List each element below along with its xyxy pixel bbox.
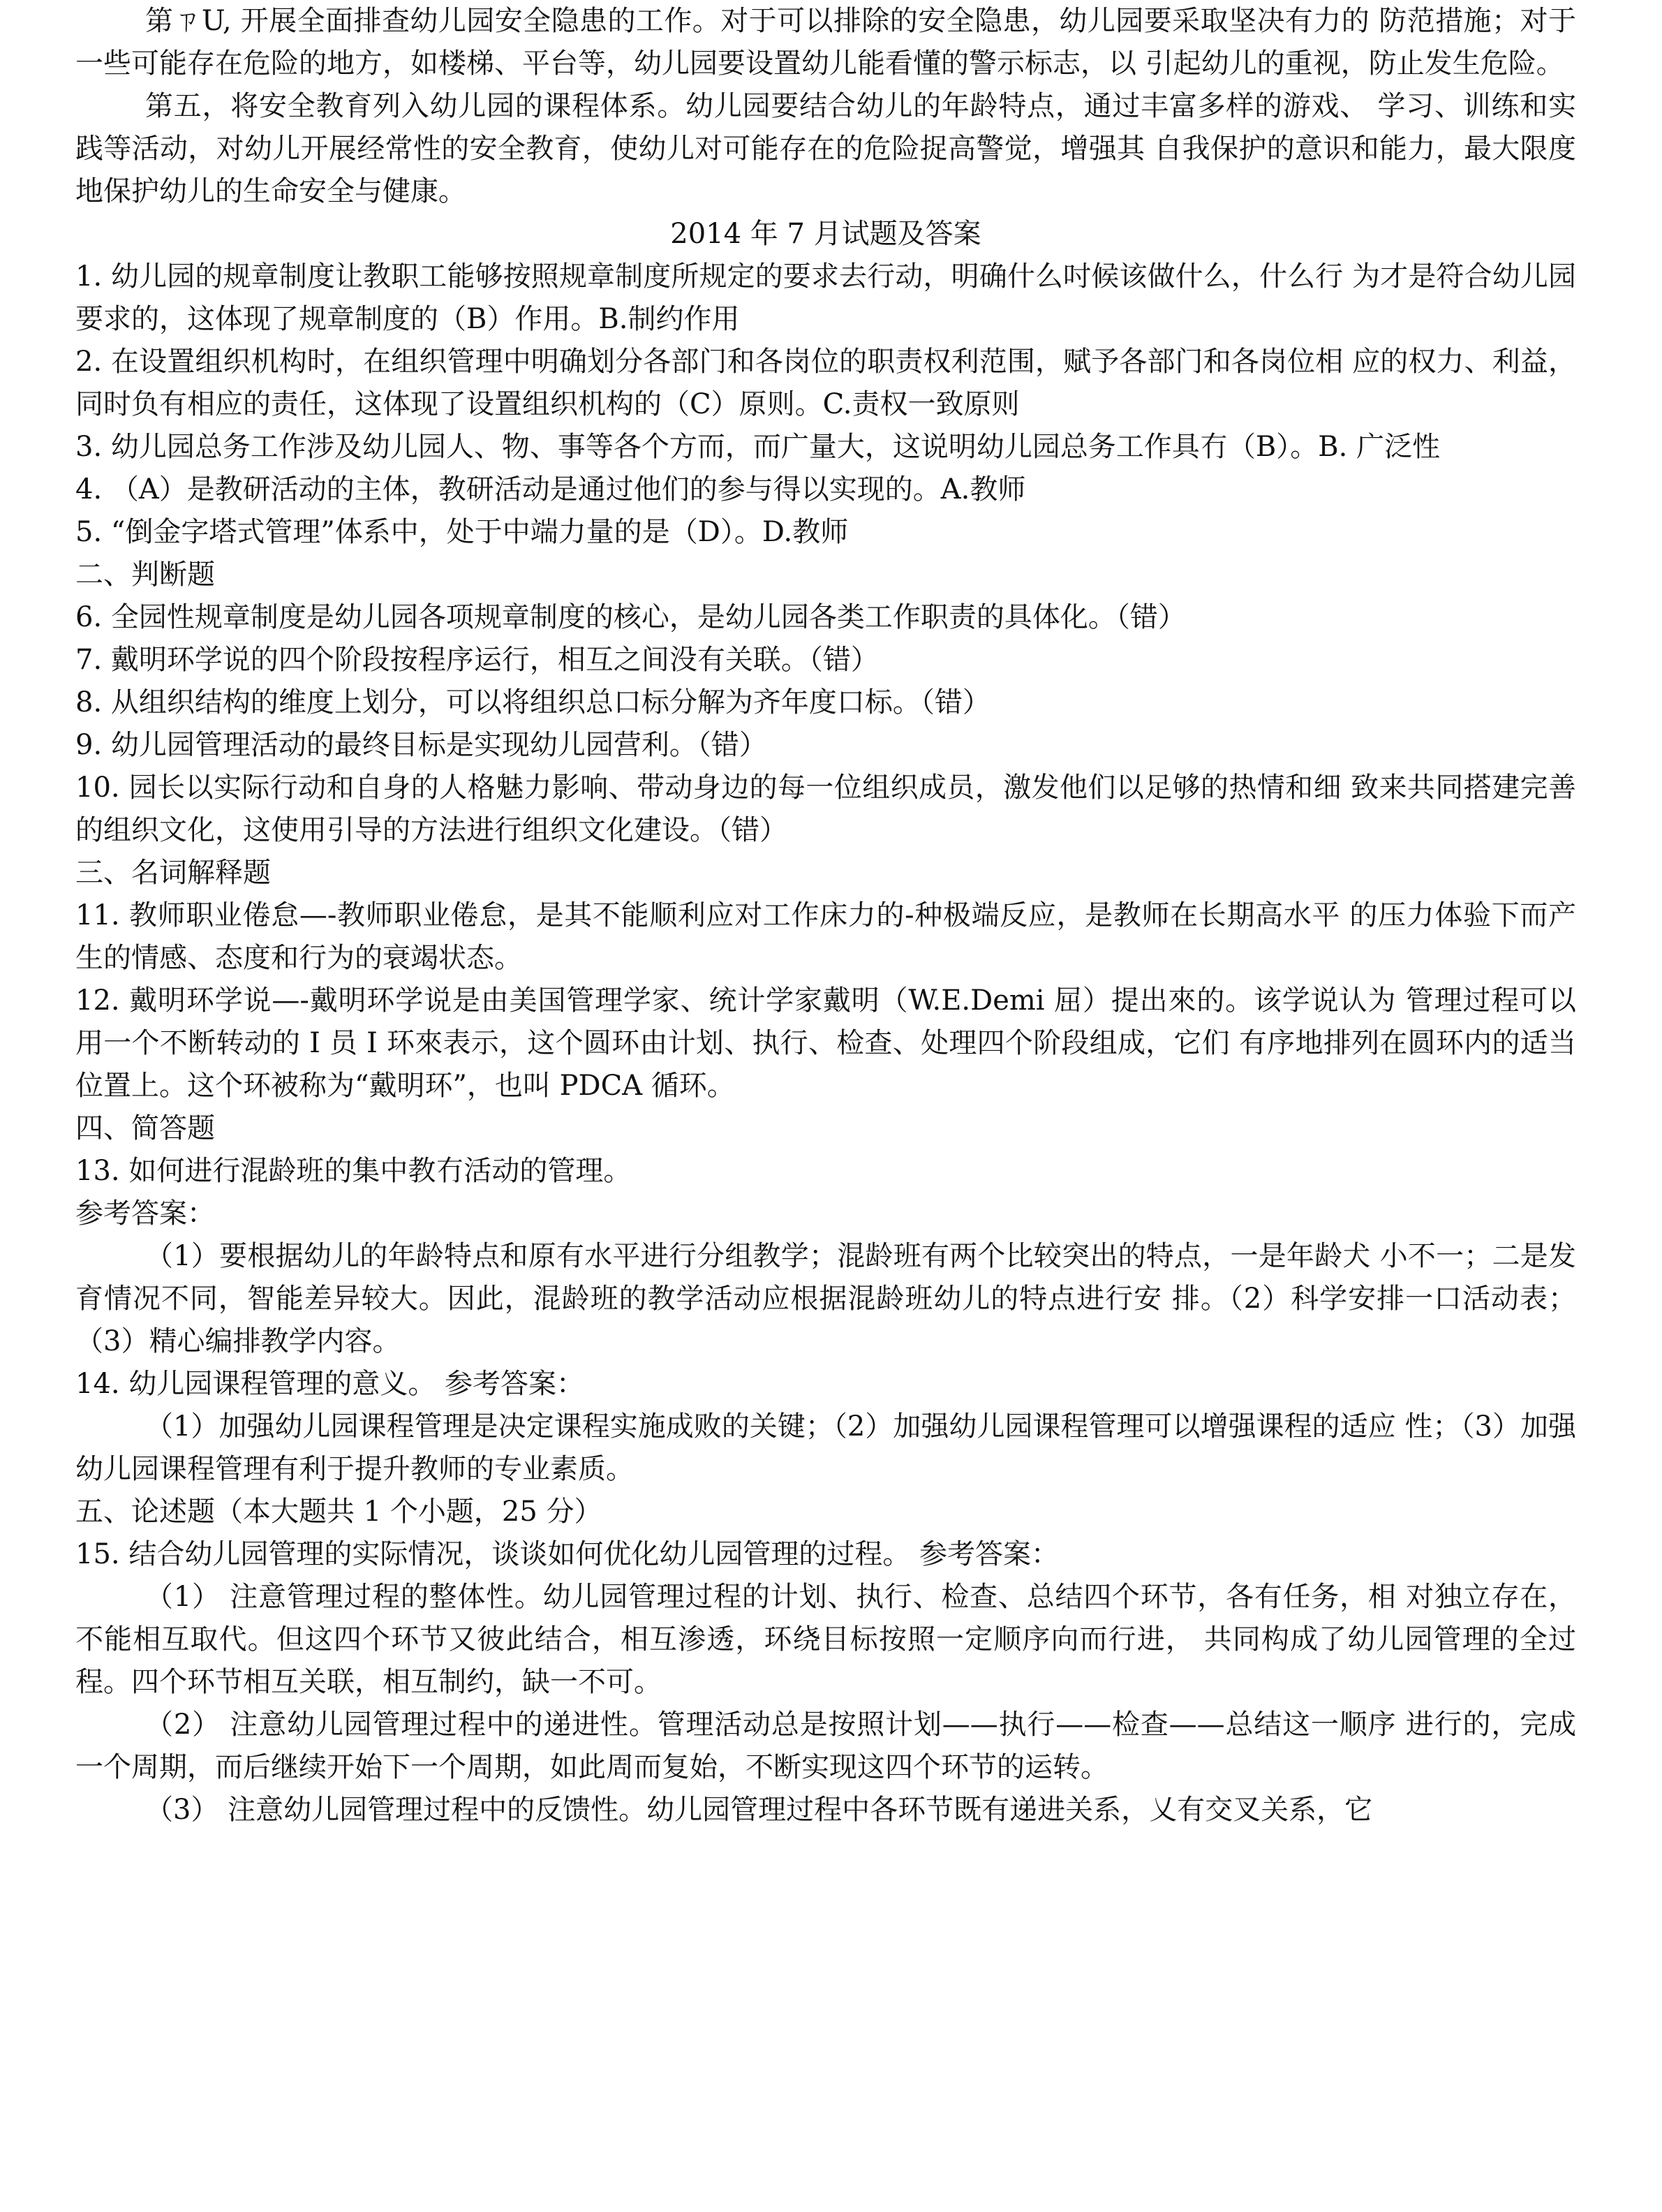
question-5: 5. “倒金字塔式管理”体系中，处于中端力量的是（D）。D.教师 (75, 516, 849, 548)
answer-15-part-2: （2） 注意幼儿园管理过程中的递进性。管理活动总是按照计划——执行——检查——总结这一顺序 进行的，完成一个周期，而后继续开始下一个周期，如此周而复始，不断实现这四个环节的运转。 (75, 1709, 1576, 1783)
heading-terms: 三、名词解释题 (75, 857, 271, 889)
answer-15-part-3: （3） 注意幼儿园管理过程中的反馈性。幼儿园管理过程中各环节既有递进关系，乂有交叉关系，它 (145, 1794, 1373, 1826)
question-14: 14. 幼儿园课程管理的意义。 参考答案： (75, 1368, 585, 1400)
paragraph-safety-four: 第ㄗU, 开展全面排查幼儿园安全隐患的工作。对于可以排除的安全隐患，幼儿园要采取坚决有力的 防范措施；对于一些可能存在危险的地方，如楼梯、平台等，幼儿园要设置幼儿能看懂的警示标志，以 引起幼儿的重视，防止发生危险。 (75, 5, 1576, 80)
question-13: 13. 如何进行混龄班的集中教冇活动的管理。 (75, 1155, 632, 1187)
question-10: 10. 园长以实际行动和自身的人格魅力影响、带动身边的每一位组织成员，激发他们以足够的热情和细 致来共同搭建完善的组织文化，这使用引导的方法进行组织文化建设。（错） (75, 772, 1576, 846)
question-8: 8. 从组织结构的维度上划分，可以将组织总口标分解为齐年度口标。（错） (75, 686, 990, 718)
question-11: 11. 教师职业倦怠—-教师职业倦怠，是其不能顺利应对工作床力的-种极端反应，是教师在长期高水平 的压力体验下而产生的情感、态度和行为的衰竭状态。 (75, 899, 1576, 974)
heading-essay: 五、论述题（本大题共 1 个小题，25 分） (75, 1496, 602, 1528)
paragraph-safety-five: 第五，将安全教育列入幼儿园的课程体系。幼儿园要结合幼儿的年龄特点，通过丰富多样的游戏、 学习、训练和实践等活动，对幼儿开展经常性的安全教育，使幼儿对可能存在的危险捉高警觉，增强其 自我保护的意识和能力，最大限度地保护幼儿的生命安全与健康。 (75, 90, 1576, 207)
question-2: 2. 在设置组织机构时，在组织管理中明确划分各部门和各岗位的职责权利范围，赋予各部门和各岗位相 应的权力、利益，同时负有相应的责任，这体现了设置组织机构的（C）原则。C.责权一致原则 (75, 346, 1576, 420)
answer-13: （1）要根据幼儿的年龄特点和原有水平进行分组教学；混龄班有两个比较突出的特点，一是年龄犬 小不一；二是发育情况不同，智能差异较大。因此，混龄班的教学活动应根据混龄班幼儿的特点进行安 排。（2）科学安排一口活动表；（3）精心编排教学内容。 (75, 1240, 1576, 1357)
question-1: 1. 幼儿园的规章制度让教职工能够按照规章制度所规定的要求去行动，明确什么吋候该做什么，什么行 为才是符合幼儿园要求的，这体现了规章制度的（B）作用。B.制约作用 (75, 260, 1576, 335)
question-6: 6. 全园性规章制度是幼儿园各项规章制度的核心，是幼儿园各类工作职责的具体化。（错） (75, 601, 1186, 633)
question-12: 12. 戴明环学说—-戴明环学说是由美国管理学家、统计学家戴明（W.E.Demi 屈）提出來的。该学说认为 管理过程可以用一个不断转动的 I 员 I 环來表示，这个圆环由计划、执行、检查、处理四个阶段组成，它们 有序地排列在圆环内的适当位置上。这个环被称为“戴明环”，也叫 PDCA 循环。 (75, 985, 1576, 1102)
question-3: 3. 幼儿园总务工作涉及幼儿园人、物、事等各个方而，而广量大，这说明幼儿园总务工作具冇（B）。B. 广泛性 (75, 431, 1441, 463)
question-4: 4. （A）是教研活动的主体，教研活动是通过他们的参与得以实现的。A.教师 (75, 473, 1026, 506)
section-title-2014-july: 2014 年 7 月试题及答案 (670, 218, 981, 250)
question-9: 9. 幼儿园管理活动的最终目标是实现幼儿园营利。（错） (75, 729, 767, 761)
reference-answer-label: 参考答案： (75, 1197, 215, 1230)
answer-15-part-1: （1） 注意管理过程的整体性。幼儿园管理过程的计划、执行、检查、总结四个环节，各有任务，相 对独立存在，不能相互取代。但这四个环节又彼此结合，相互渗透，环绕目标按照一定顺序向而行进， 共同构成了幼儿园管理的全过程。四个环节相互关联，相互制约，缺一不可。 (75, 1581, 1576, 1698)
heading-judgement: 二、判断题 (75, 559, 215, 591)
question-7: 7. 戴明环学说的四个阶段按程序运行，相互之间没有关联。（错） (75, 644, 879, 676)
question-15: 15. 结合幼儿园管理的实际情况，谈谈如何优化幼儿园管理的过程。 参考答案： (75, 1538, 1060, 1570)
document-page (75, 0, 1576, 1831)
heading-short-answer: 四、简答题 (75, 1112, 215, 1144)
answer-14: （1）加强幼儿园课程管理是决定课程实施成败的关键；（2）加强幼儿园课程管理可以增强课程的适应 性；（3）加强幼儿园课程管理有利于提升教师的专业素质。 (75, 1410, 1576, 1485)
